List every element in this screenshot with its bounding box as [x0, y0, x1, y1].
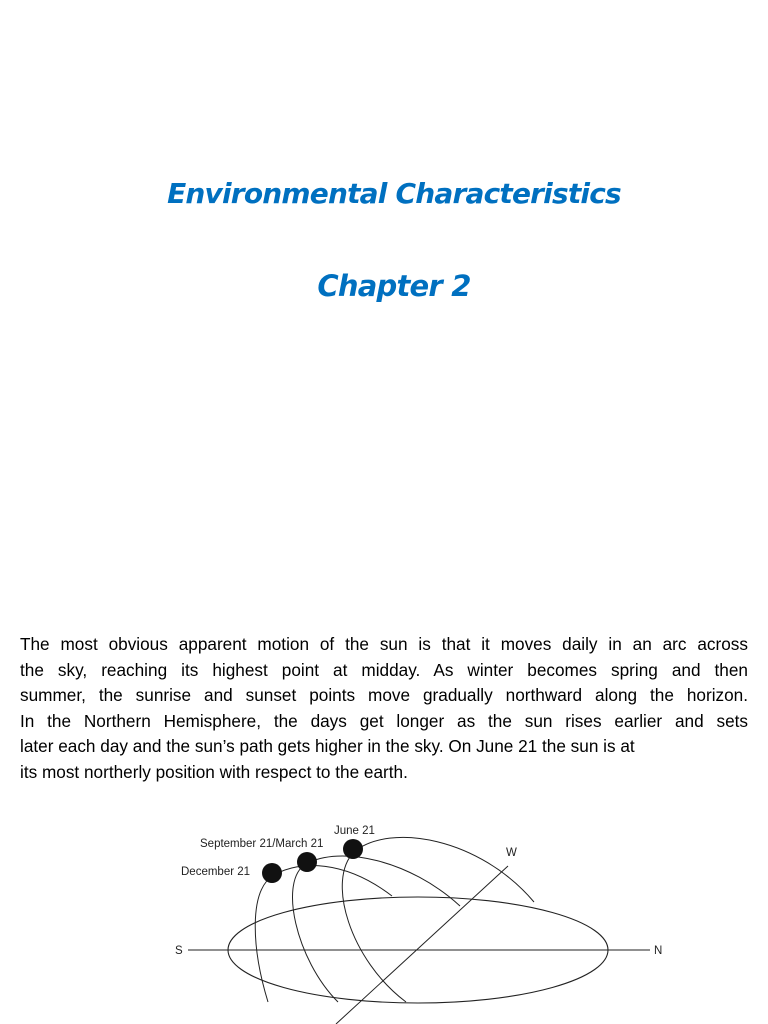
- north-label: N: [654, 945, 663, 957]
- paragraph-line: its most northerly position with respect to the earth.: [20, 761, 408, 782]
- sun-path-june: [342, 837, 534, 1002]
- equinox-label: September 21/March 21: [200, 838, 324, 850]
- paragraph-line: summer, the sunrise and sunset points move gradually northward along the horizon.: [20, 685, 748, 705]
- body-paragraph: [20, 632, 748, 785]
- december-label: December 21: [181, 866, 251, 878]
- sun-path-december: [255, 866, 392, 1002]
- paragraph-line: the sky, reaching its highest point at midday. As winter becomes spring and then: [20, 659, 748, 680]
- june-label: June 21: [334, 825, 375, 837]
- sun-path-equinox: [293, 856, 460, 1002]
- paragraph-line: In the Northern Hemisphere, the days get longer as the sun rises earlier and sets: [20, 710, 748, 731]
- sun-path-diagram: [0, 810, 768, 1024]
- paragraph-line: The most obvious apparent motion of the sun is that it moves daily in an arc across: [20, 634, 748, 654]
- sun-marker-december: [262, 863, 282, 883]
- chapter-heading: Chapter 2: [317, 269, 471, 303]
- paragraph-line: later each day and the sun’s path gets higher in the sky. On June 21 the sun is at: [20, 736, 635, 756]
- west-label: W: [506, 847, 517, 859]
- sun-marker-equinox: [297, 852, 317, 872]
- slide-title: Environmental Characteristics: [167, 177, 621, 210]
- south-label: S: [175, 945, 183, 957]
- sun-marker-june: [343, 839, 363, 859]
